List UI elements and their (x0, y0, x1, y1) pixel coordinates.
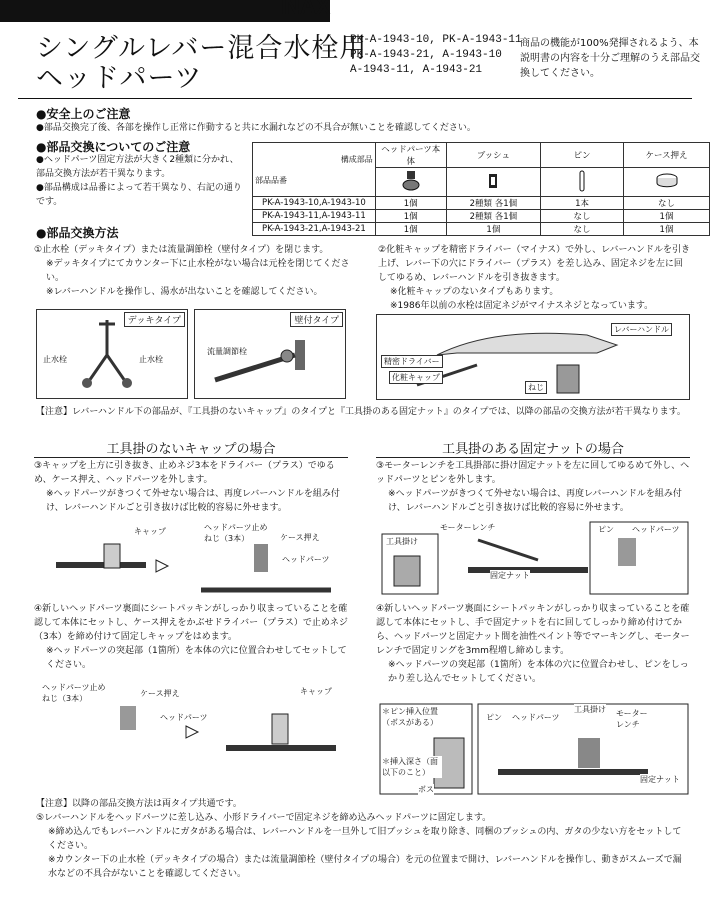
table-cell: PK-A-1943-11,A-1943-11 (253, 210, 376, 223)
brand-logo: INAX (278, 0, 331, 19)
cell-icon (624, 168, 710, 197)
table-cell: なし (624, 197, 710, 210)
wrench-label: モーターレンチ (440, 523, 496, 532)
step-3-left-note: ※ヘッドパーツがきつくて外せない場合は、再度レバーハンドルを組み付け、レバーハンドルごと引き抜けば比較的容易に外せます。 (46, 489, 340, 513)
col-header: ピン (541, 143, 624, 168)
title-line-1: シングルレバー混合水栓用 (36, 33, 368, 64)
deck-label: デッキタイプ (124, 312, 185, 327)
table-row (253, 210, 710, 223)
step-4-right (376, 602, 690, 686)
step-3-left-figure (36, 520, 348, 596)
boss-label: ボス (418, 785, 434, 794)
head-label: ヘッドパーツ (160, 713, 208, 722)
col-header: ケース押え (624, 143, 710, 168)
stop-screw-label: ヘッドパーツ止めねじ（3本） (42, 682, 112, 704)
step-5-note: ※カウンター下の止水栓（デッキタイプの場合）または流量調節栓（壁付タイプの場合）を元の位置まで開け、レバーハンドルを操作し、動きがスムーズで漏水などの不具合がないことを確認してください。 (48, 855, 682, 879)
step-5 (36, 811, 690, 881)
step-2 (378, 243, 690, 313)
table-cell: 2種類 各1個 (446, 197, 540, 210)
pin-icon (577, 170, 587, 192)
pin-label: ピン (598, 525, 614, 534)
table-cell: PK-A-1943-10,A-1943-10 (253, 197, 376, 210)
step-2-note: ※化粧キャップのないタイプもあります。 (390, 287, 559, 297)
step-4-right-text: ④新しいヘッドパーツ裏面にシートパッキンがしっかり収まっていることを確認して本体にセットし、手で固定ナットを右に回してしっかり締め付けてから、ヘッドパーツと固定ナット間を油性ペイント等でマーキングし、モーターレンチで固定リングを3mm程増し締めします。 (376, 604, 690, 656)
warning-text: 【注意】レバーハンドル下の部品が、『工具掛のないキャップ』のタイプと『工具掛のある固定ナット』のタイプでは、以降の部品の交換方法が若干異なります。 (36, 407, 686, 417)
table-cell: 1個 (375, 197, 446, 210)
pin-label: ピン (486, 713, 502, 722)
table-cell: 1個 (446, 223, 540, 236)
step-1-note: ※デッキタイプにてカウンター下に止水栓がない場合は元栓を閉じてください。 (46, 259, 350, 283)
page-title (36, 34, 367, 94)
corner-bottom: 部品品番 (255, 175, 287, 185)
about-item-1: ●ヘッドパーツ固定方法が大きく2種類に分かれ、部品交換方法が若干異なります。 (36, 155, 239, 179)
step-4-left-note: ※ヘッドパーツの突起部（1箇所）を本体の穴に位置合わせしてセットしてください。 (46, 646, 347, 670)
cap-label: キャップ (300, 687, 332, 696)
subheading-left: 工具掛のないキャップの場合 (34, 438, 348, 458)
step-3-right-note: ※ヘッドパーツがきつくて外せない場合は、再度レバーハンドルを組み付け、レバーハンドルごと引き抜けば比較的容易に外せます。 (388, 489, 682, 513)
case-label: ケース押え (140, 689, 180, 698)
notice-text: 商品の機能が100%発揮されるよう、本説明書の内容を十分ご理解のうえ部品交換してください。 (520, 38, 700, 79)
safety-heading: ●安全上のご注意 (36, 107, 131, 121)
table-row (253, 223, 710, 236)
lever-figure (376, 314, 690, 400)
screw-label: ねじ (525, 381, 547, 394)
cap-label: 化粧キャップ (389, 371, 443, 384)
head-parts-icon (401, 170, 421, 192)
step-5-note: ※締め込んでもレバーハンドルにガタがある場合は、レバーハンドルを一旦外して旧ブッシュを取り除き、同梱のブッシュの内、ガタの少ない方をセットしてください。 (48, 827, 682, 851)
stop-screw-label: ヘッドパーツ止めねじ（3本） (204, 522, 274, 544)
stop-valve-label: 止水栓 (139, 355, 163, 364)
nut-label: 固定ナット (490, 571, 530, 580)
case-presser-icon (655, 171, 679, 191)
method-heading: ●部品交換方法 (36, 226, 119, 240)
motor-wrench-label: モーターレンチ (616, 708, 652, 730)
title-line-2: ヘッドパーツ (36, 63, 203, 94)
step-3-left-text: ③キャップを上方に引き抜き、止めネジ3本をドライバー（プラス）でゆるめ、ケース押え、ヘッドパーツを外します。 (34, 461, 335, 485)
table-cell: なし (541, 223, 624, 236)
table-row (253, 197, 710, 210)
step-5-text: ⑤レバーハンドルをヘッドパーツに差し込み、小形ドライバーで固定ネジを締め込みヘッドパーツに固定します。 (36, 813, 492, 823)
common-note: 【注意】以降の部品交換方法は両タイプ共通です。 (36, 799, 242, 809)
head-label: ヘッドパーツ (512, 713, 560, 722)
wall-figure (194, 309, 346, 399)
divider (18, 98, 692, 99)
bushing-icon (486, 172, 500, 190)
subheading-right: 工具掛のある固定ナットの場合 (376, 438, 690, 458)
depth-label: ＊挿入深さ（面以下のこと） (382, 756, 442, 778)
table-cell: 1個 (624, 223, 710, 236)
table-cell: 1個 (375, 223, 446, 236)
step-2-note: ※1986年以前の水栓は固定ネジがマイナスネジとなっています。 (390, 301, 654, 311)
step-4-left-figure (36, 678, 348, 772)
flow-valve-label: 流量調節栓 (207, 347, 247, 356)
step-1 (34, 243, 354, 299)
cell-icon (375, 168, 446, 197)
stop-valve-label: 止水栓 (43, 355, 67, 364)
table-cell: 1本 (541, 197, 624, 210)
tool-label: 工具掛け (386, 537, 418, 546)
step-2-text: ②化粧キャップを精密ドライバー（マイナス）で外し、レバーハンドルを引き上げ、レバー下の穴にドライバー（プラス）を差し込み、固定ネジを左に回してゆるめ、レバーハンドルを引き抜きます。 (378, 245, 691, 283)
corner-top: 構成部品 (340, 154, 373, 164)
step-1-text: ①止水栓（デッキタイプ）または流量調節栓（壁付タイプ）を閉じます。 (34, 245, 329, 255)
wall-label: 壁付タイプ (290, 312, 343, 327)
step-4-right-note: ※ヘッドパーツの突起部（1箇所）を本体の穴に位置合わせし、ピンをしっかり差し込んでセットしてください。 (388, 660, 689, 684)
cap-label: キャップ (134, 527, 166, 536)
part-line: PK-A-1943-10, PK-A-1943-11 (350, 34, 522, 46)
step-4-right-figure (378, 702, 690, 796)
step-3-right-text: ③モーターレンチを工具掛部に掛け固定ナットを左に回してゆるめて外し、ヘッドパーツとピンを外します。 (376, 461, 690, 485)
part-line: A-1943-11, A-1943-21 (350, 64, 483, 76)
about-item-2: ●部品構成は品番によって若干異なり、右記の通りです。 (36, 183, 242, 207)
table-cell: 2種類 各1個 (446, 210, 540, 223)
step-4-left (34, 602, 350, 672)
step-3-right-figure (378, 520, 690, 596)
deck-figure (36, 309, 188, 399)
step-3-right (376, 459, 690, 515)
head-label: ヘッドパーツ (282, 555, 330, 564)
step-3-left (34, 459, 350, 515)
table-corner (253, 143, 376, 197)
part-numbers (350, 33, 522, 78)
case-label: ケース押え (280, 533, 320, 542)
step-4-left-text: ④新しいヘッドパーツ裏面にシートパッキンがしっかり収まっていることを確認して本体にセットし、ケース押えをかぶせドライバー（プラス）で止めネジ（3本）を締め付けて固定しキャップをはめます。 (34, 604, 348, 642)
about-heading: ●部品交換についてのご注意 (36, 140, 191, 154)
col-header: ヘッドパーツ本体 (375, 143, 446, 168)
table-cell: 1個 (375, 210, 446, 223)
pin-position-label: ＊ピン挿入位置（ボスがある） (382, 706, 446, 728)
table-cell: なし (541, 210, 624, 223)
tool-label: 工具掛け (574, 705, 606, 714)
table-cell: PK-A-1943-21,A-1943-21 (253, 223, 376, 236)
nut-label: 固定ナット (640, 775, 680, 784)
head-label: ヘッドパーツ (632, 525, 680, 534)
step-1-note: ※レバーハンドルを操作し、湯水が出ないことを確認してください。 (46, 287, 323, 297)
parts-table (252, 142, 710, 236)
driver-label: 精密ドライバー (381, 355, 443, 368)
safety-text: ●部品交換完了後、各部を操作し正常に作動すると共に水漏れなどの不具合が無いことを確認してください。 (36, 123, 476, 133)
cell-icon (541, 168, 624, 197)
lever-label: レバーハンドル (611, 323, 672, 336)
cell-icon (446, 168, 540, 197)
col-header: ブッシュ (446, 143, 540, 168)
part-line: PK-A-1943-21, A-1943-10 (350, 49, 502, 61)
table-cell: 1個 (624, 210, 710, 223)
